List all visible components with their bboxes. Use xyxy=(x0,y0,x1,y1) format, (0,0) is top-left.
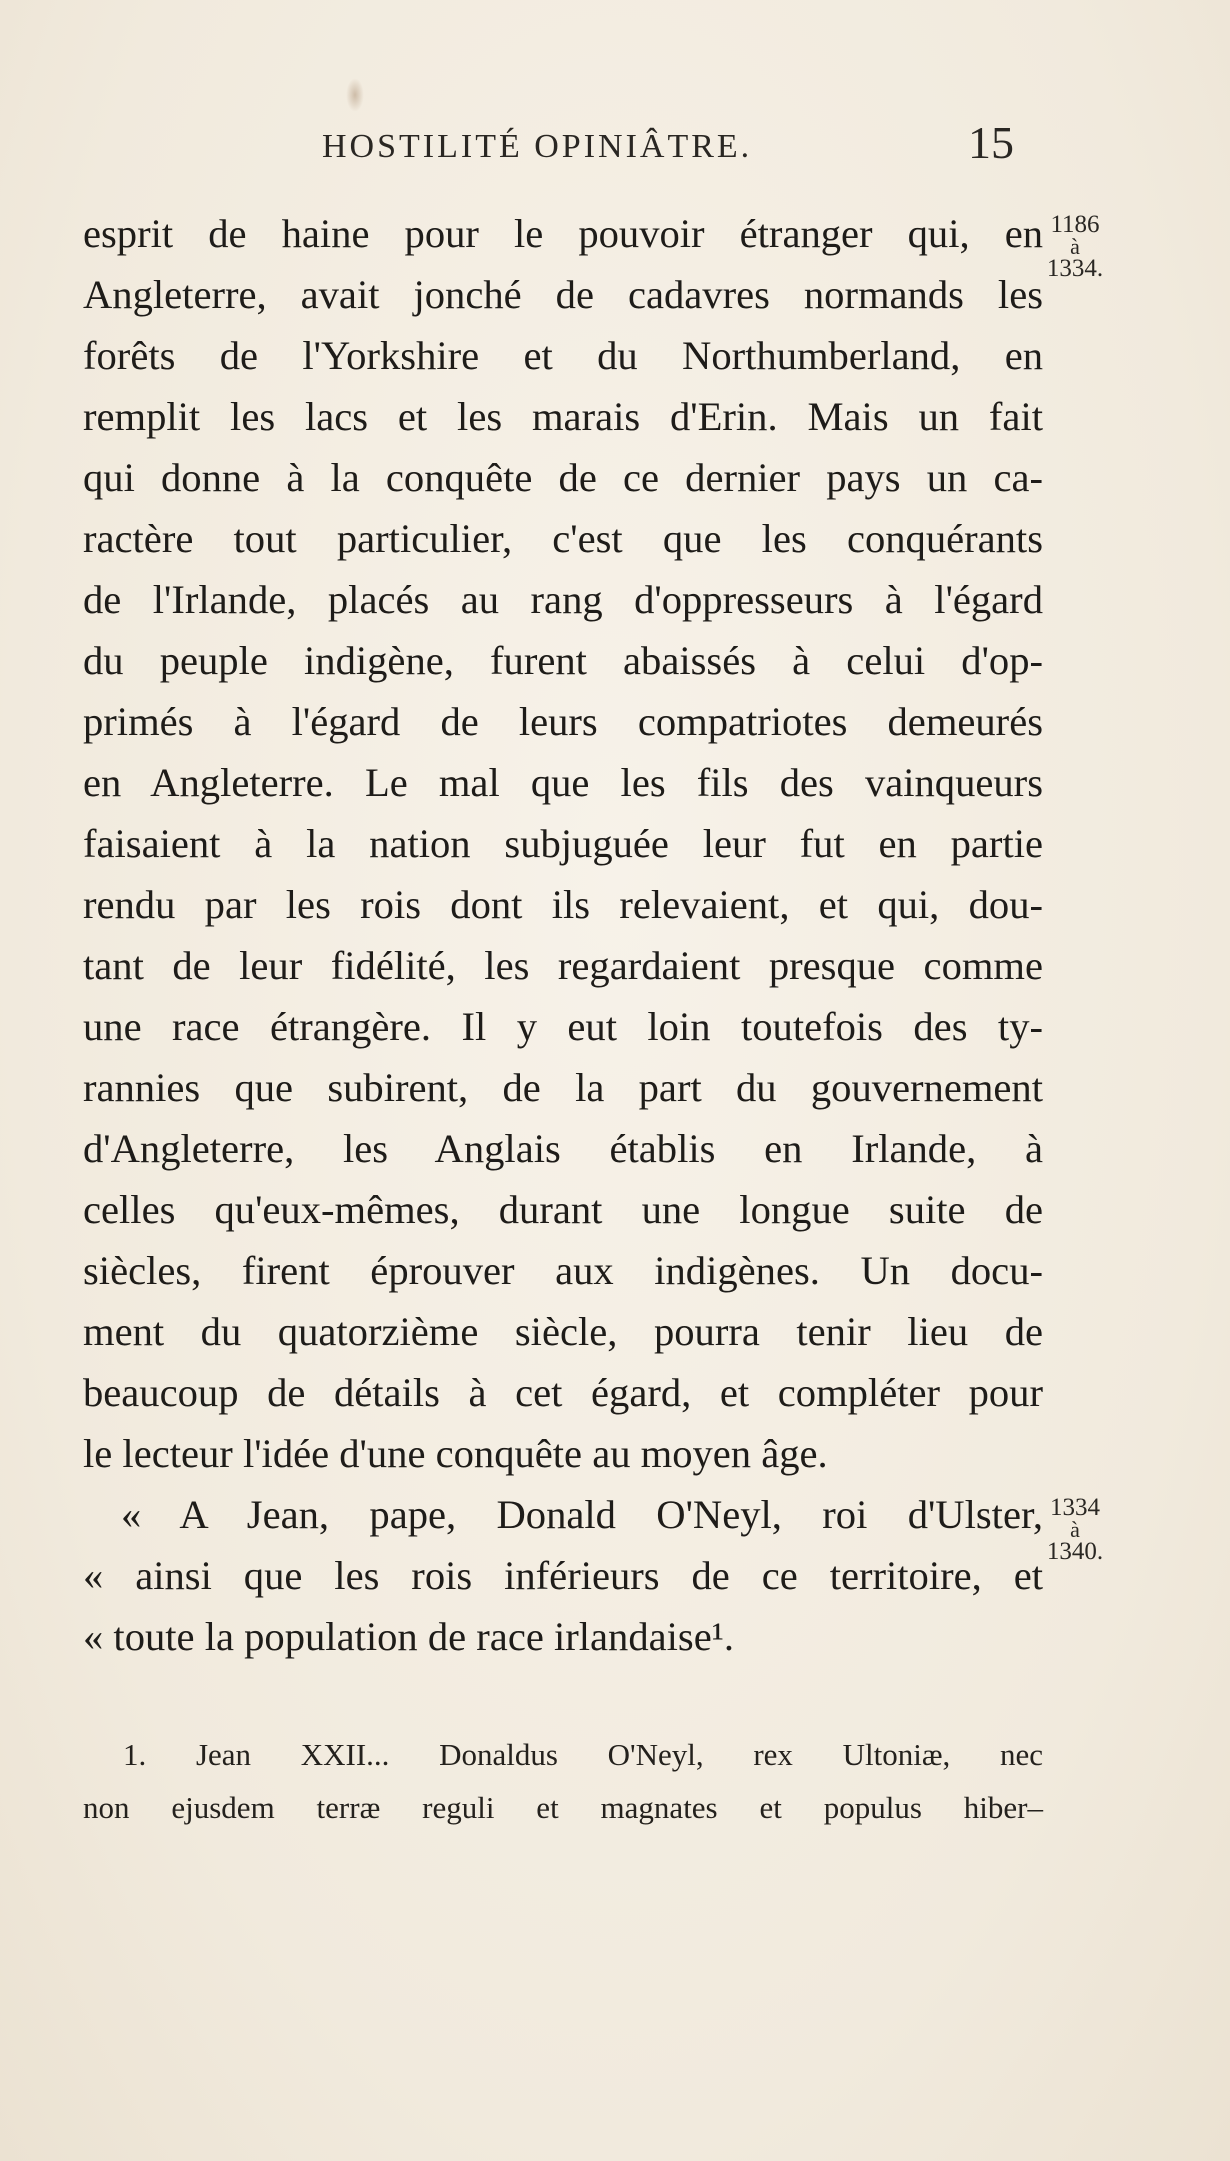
quote-line: « A Jean, pape, Donald O'Neyl, roi d'Ulster, xyxy=(121,1492,1043,1537)
text-line: rendu par les rois dont ils relevaient, et qui, dou- xyxy=(83,882,1043,927)
ink-smudge xyxy=(346,78,364,112)
text-line: siècles, firent éprouver aux indigènes. Un docu- xyxy=(83,1248,1043,1293)
quote-line: « ainsi que les rois inférieurs de ce territoire, et xyxy=(83,1553,1043,1598)
margin-date-to: 1334. xyxy=(1046,255,1104,282)
margin-date-separator: à xyxy=(1070,1517,1080,1542)
text-line: ment du quatorzième siècle, pourra tenir lieu de xyxy=(83,1309,1043,1354)
text-line: faisaient à la nation subjuguée leur fut en partie xyxy=(83,821,1043,866)
margin-date-separator: à xyxy=(1070,234,1080,259)
text-line: une race étrangère. Il y eut loin toutefois des ty- xyxy=(83,1004,1043,1049)
footnote-line: 1. Jean XXII... Donaldus O'Neyl, rex Ultoniæ, nec xyxy=(123,1737,1043,1772)
text-line: qui donne à la conquête de ce dernier pays un ca- xyxy=(83,455,1043,500)
text-line: celles qu'eux-mêmes, durant une longue suite de xyxy=(83,1187,1043,1232)
footnote xyxy=(83,1728,1043,1834)
margin-date-from: 1334 xyxy=(1050,1494,1100,1521)
text-line: beaucoup de détails à cet égard, et compléter pour xyxy=(83,1370,1043,1415)
running-title: HOSTILITÉ OPINIÂTRE. xyxy=(322,128,753,165)
quote-line: « toute la population de race irlandaise¹. xyxy=(83,1614,735,1659)
text-line: le lecteur l'idée d'une conquête au moyen âge. xyxy=(83,1431,828,1476)
footnote-line: non ejusdem terræ reguli et magnates et populus hiber– xyxy=(83,1790,1043,1825)
text-line: tant de leur fidélité, les regardaient presque comme xyxy=(83,943,1043,988)
margin-date-range xyxy=(1040,212,1110,282)
text-line: du peuple indigène, furent abaissés à celui d'op- xyxy=(83,638,1043,683)
text-line: Angleterre, avait jonché de cadavres normands les xyxy=(83,272,1043,317)
text-line: forêts de l'Yorkshire et du Northumberland, en xyxy=(83,333,1043,378)
text-line: d'Angleterre, les Anglais établis en Irlande, à xyxy=(83,1126,1043,1171)
text-line: rannies que subirent, de la part du gouvernement xyxy=(83,1065,1043,1110)
text-line: ractère tout particulier, c'est que les conquérants xyxy=(83,516,1043,561)
margin-date-to: 1340. xyxy=(1046,1538,1104,1565)
margin-date-range xyxy=(1040,1495,1110,1565)
margin-date-from: 1186 xyxy=(1050,211,1100,238)
body-paragraph xyxy=(83,203,1043,1667)
text-line: de l'Irlande, placés au rang d'oppresseurs à l'égard xyxy=(83,577,1043,622)
page-number: 15 xyxy=(968,117,1014,168)
text-line: remplit les lacs et les marais d'Erin. Mais un fait xyxy=(83,394,1043,439)
text-line: en Angleterre. Le mal que les fils des vainqueurs xyxy=(83,760,1043,805)
text-line: esprit de haine pour le pouvoir étranger qui, en xyxy=(83,211,1043,256)
text-line: primés à l'égard de leurs compatriotes demeurés xyxy=(83,699,1043,744)
